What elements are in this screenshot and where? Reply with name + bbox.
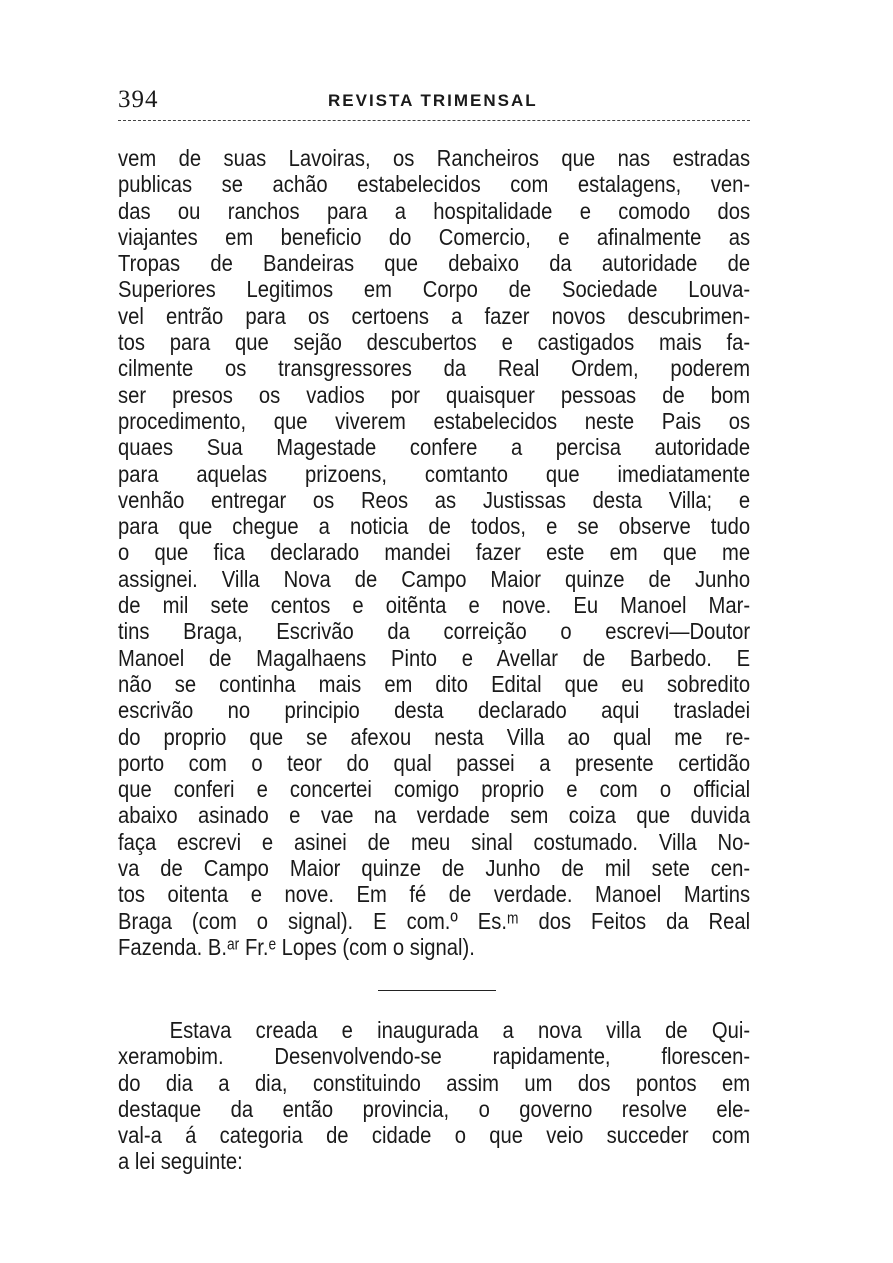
paragraph-2 (118, 1017, 750, 1175)
text-line: para que chegue a noticia de todos, e se observe tudo (118, 513, 751, 540)
text-line: abaixo asinado e vae na verdade sem coiza que duvida (118, 802, 751, 829)
text-line: va de Campo Maior quinze de Junho de mil sete cen- (118, 855, 751, 882)
text-line: procedimento, que viverem estabelecidos neste Pais os (118, 407, 751, 434)
text-line: Superiores Legitimos em Corpo de Sociedade Louva- (118, 276, 751, 303)
text-line: faça escrevi e asinei de meu sinal costumado. Villa No- (118, 828, 751, 855)
text-line: de mil sete centos e oitẽnta e nove. Eu Manoel Mar- (118, 592, 751, 619)
text-line: para aquelas prizoens, comtanto que imediatamente (118, 460, 751, 487)
text-line: do dia a dia, constituindo assim um dos pontos em (118, 1069, 751, 1096)
text-line: val-a á categoria de cidade o que veio succeder com (118, 1122, 751, 1149)
text-line: escrivão no principio desta declarado aqui trasladei (118, 697, 751, 724)
text-line: quaes Sua Magestade confere a percisa autoridade (118, 434, 751, 461)
text-line: cilmente os transgressores da Real Ordem, poderem (118, 355, 751, 382)
text-line: não se continha mais em dito Edital que eu sobredito (118, 670, 751, 697)
paragraph-1 (118, 145, 750, 960)
text-line: que conferi e concertei comigo proprio e com o official (118, 776, 751, 803)
text-line: xeramobim. Desenvolvendo-se rapidamente, florescen- (118, 1043, 751, 1070)
text-line: do proprio que se afexou nesta Villa ao qual me re- (118, 723, 751, 750)
text-line: tos para que sejão descubertos e castigados mais fa- (118, 329, 751, 356)
text-line: assignei. Villa Nova de Campo Maior quinze de Junho (118, 565, 751, 592)
text-line: Tropas de Bandeiras que debaixo da autoridade de (118, 250, 751, 277)
section-divider (378, 990, 496, 991)
text-line: porto com o teor do qual passei a presente certidão (118, 749, 751, 776)
text-line: tos oitenta e nove. Em fé de verdade. Manoel Martins (118, 881, 751, 908)
text-line: Fazenda. B.ᵃʳ Fr.ᵉ Lopes (com o signal). (118, 933, 475, 960)
text-line: o que fica declarado mandei fazer este em que me (118, 539, 751, 566)
text-line: a lei seguinte: (118, 1148, 243, 1175)
running-head: REVISTA TRIMENSAL (328, 91, 538, 110)
text-line: vel entrão para os certoens a fazer novos descubrimen- (118, 302, 751, 329)
text-line: ser presos os vadios por quaisquer pessoas de bom (118, 381, 751, 408)
text-line: Braga (com o signal). E com.º Es.ᵐ dos Feitos da Real (118, 907, 751, 934)
text-line: das ou ranchos para a hospitalidade e comodo dos (118, 197, 751, 224)
text-line: Estava creada e inaugurada a nova villa de Qui- (169, 1017, 751, 1043)
page-number: 394 (118, 86, 159, 113)
text-line: destaque da então provincia, o governo resolve ele- (118, 1095, 751, 1122)
text-line: venhão entregar os Reos as Justissas desta Villa; e (118, 486, 751, 513)
text-line: publicas se achão estabelecidos com estalagens, ven- (118, 171, 751, 198)
text-line: Manoel de Magalhaens Pinto e Avellar de Barbedo. E (118, 644, 751, 671)
text-line: vem de suas Lavoiras, os Rancheiros que nas estradas (118, 145, 751, 171)
text-line: viajantes em beneficio do Comercio, e afinalmente as (118, 223, 751, 250)
text-line: tins Braga, Escrivão da correição o escrevi—Doutor (118, 618, 751, 645)
page-header (118, 86, 750, 121)
